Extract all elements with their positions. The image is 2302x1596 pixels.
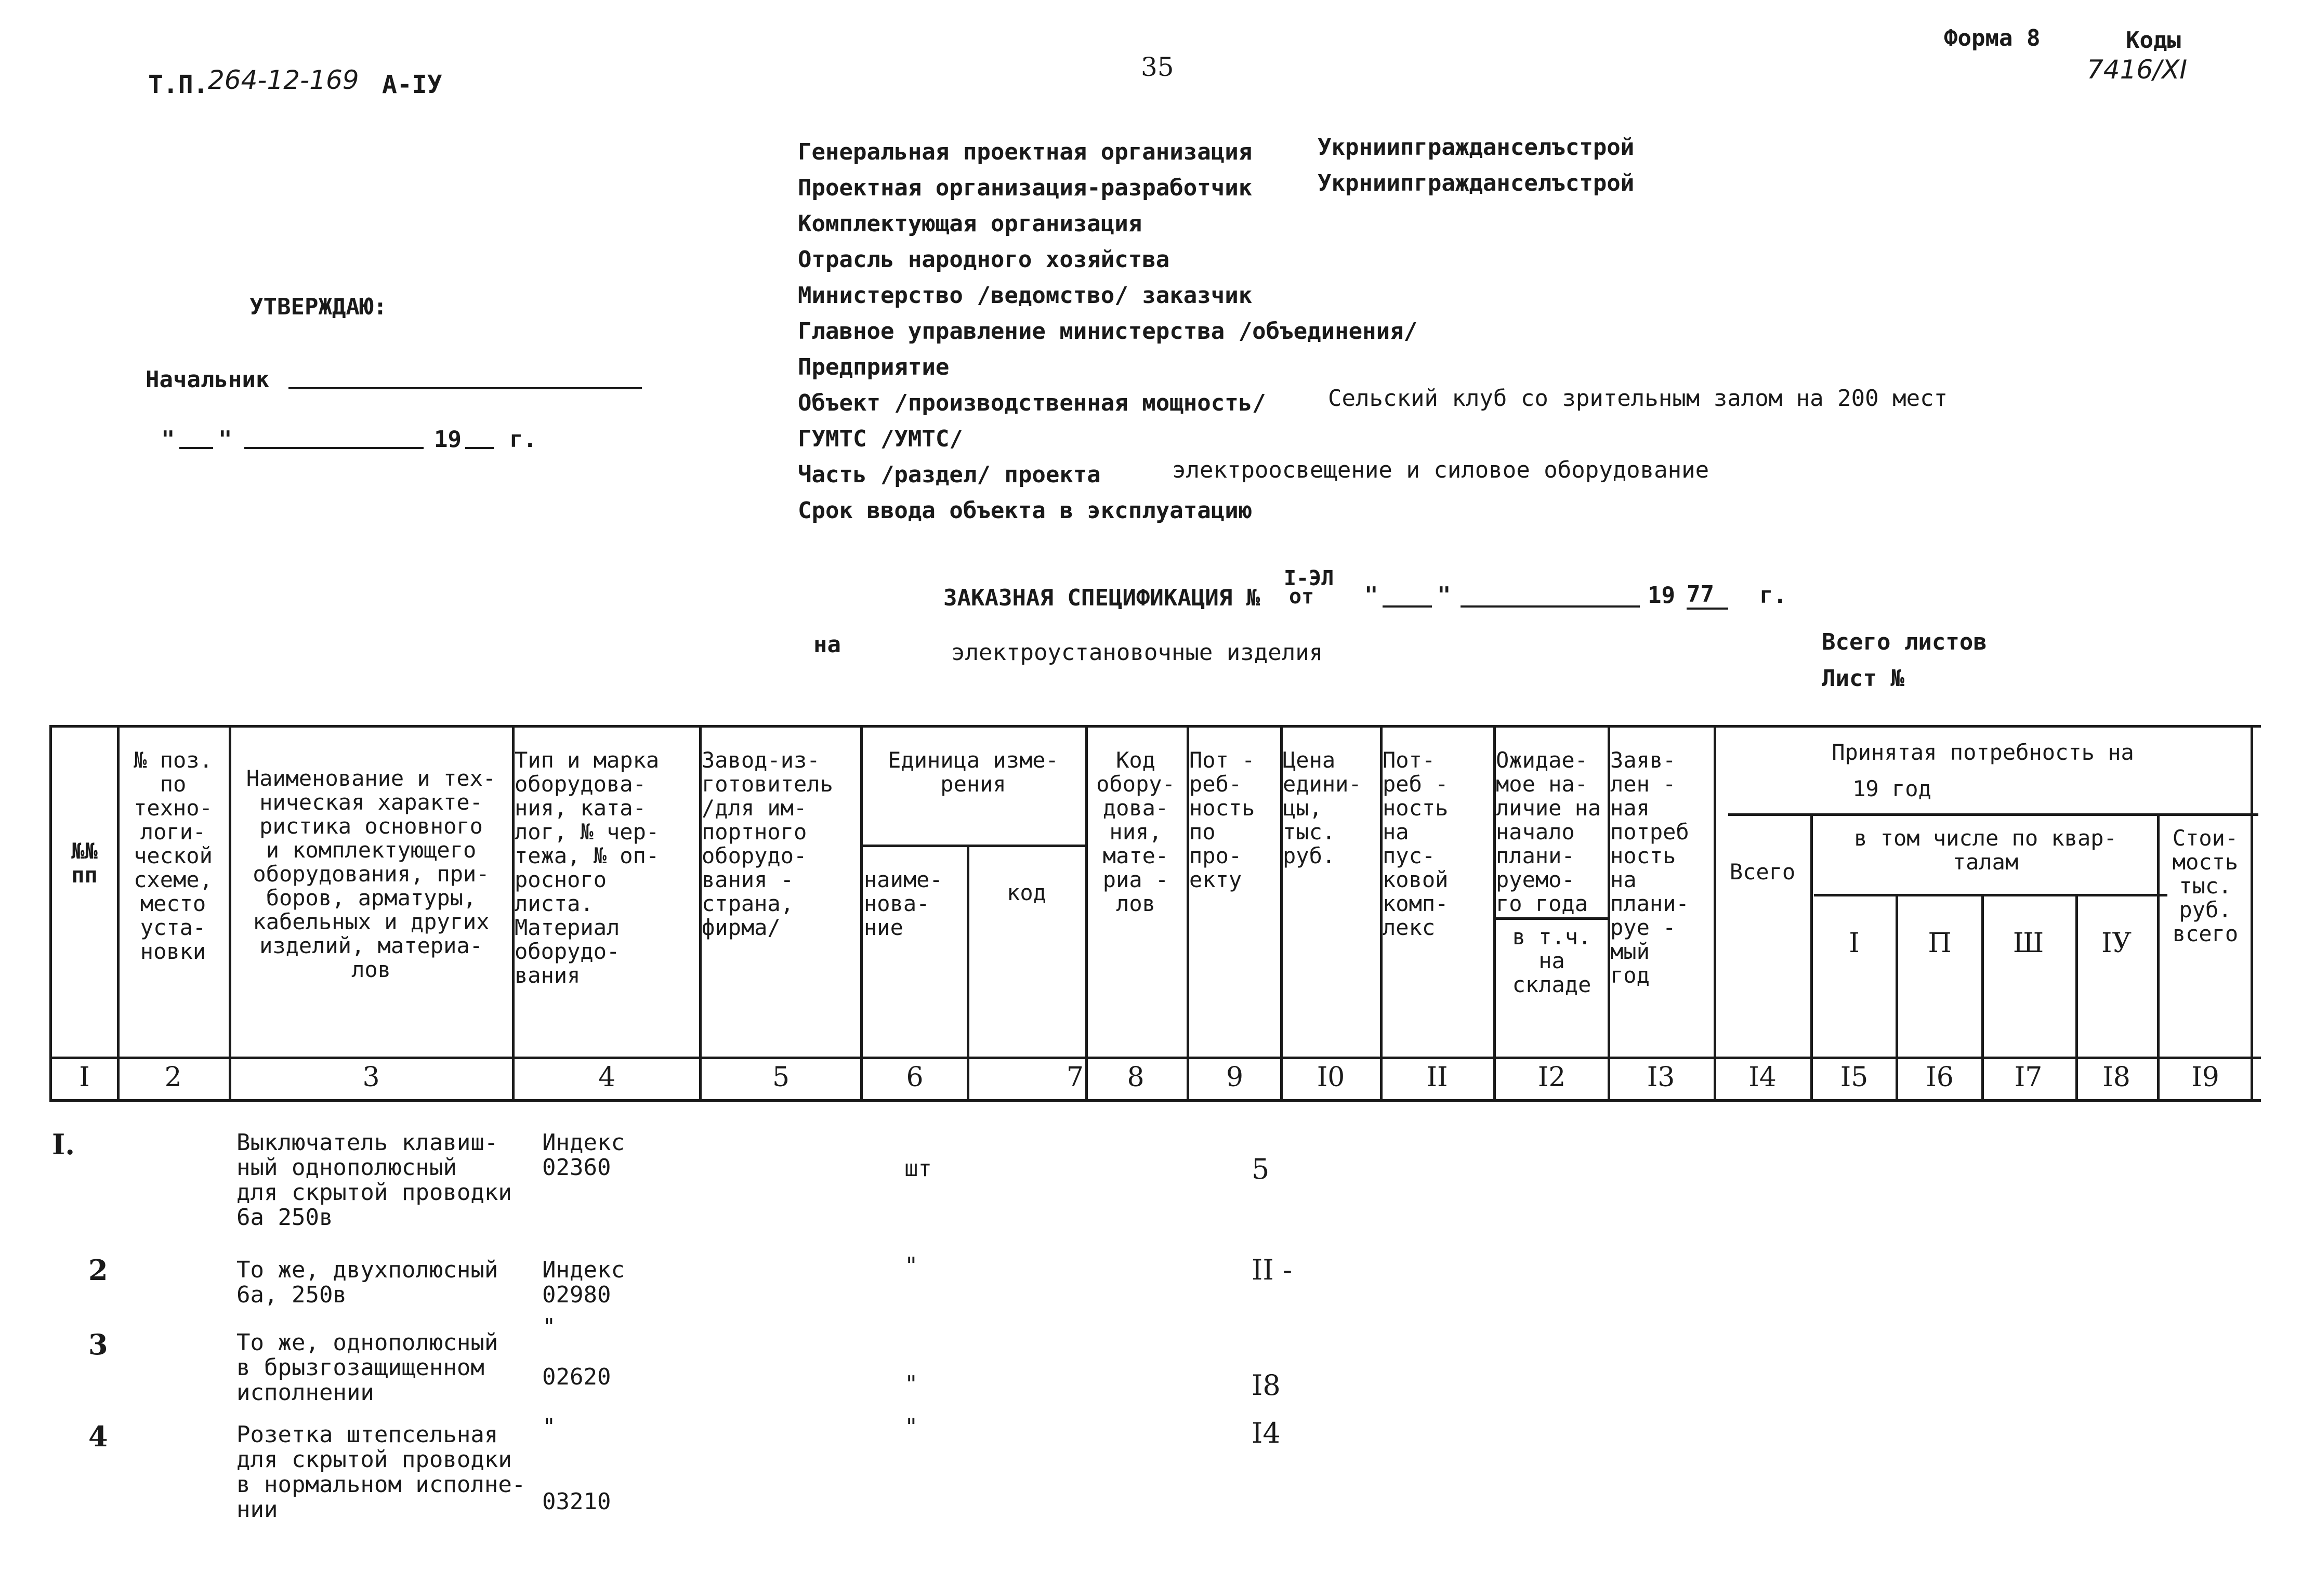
row-type: " 03210 — [542, 1414, 611, 1515]
header-row-number: №№ пп — [71, 838, 98, 888]
org-object-value: Сельский клуб со зрительным залом на 200 мест — [1328, 385, 1948, 412]
spec-title: ЗАКАЗНАЯ СПЕЦИФИКАЦИЯ № — [943, 585, 1260, 611]
date-quote-open: " — [161, 426, 175, 453]
header-manufacturer: Завод-из- готовитель /для им- портного оборудо- вания - страна, фирма/ — [702, 747, 833, 940]
tp-prefix: Т.П. — [148, 70, 208, 99]
col-number: II — [1426, 1062, 1448, 1093]
header-expected-stock: Ожидае- мое на- личие на начало плани- руемо- го года — [1496, 747, 1601, 916]
org-label: Проектная организация-разработчик — [798, 175, 1253, 201]
quarters-subheader-line — [1814, 894, 2167, 896]
org-part-value: электроосвещение и силовое оборудование — [1172, 457, 1709, 483]
spec-subject: электроустановочные изделия — [951, 639, 1323, 666]
header-q1: I — [1849, 928, 1860, 959]
row-number: 2 — [88, 1254, 108, 1287]
org-label: Часть /раздел/ проекта — [798, 461, 1101, 488]
row-number: 4 — [88, 1420, 108, 1453]
tp-number-handwritten: 264-12-169 — [208, 65, 359, 95]
spec-ot: от — [1289, 585, 1314, 609]
org-label: Предприятие — [798, 354, 950, 380]
kody-label: Коды — [2126, 27, 2181, 54]
header-unit: Единица изме- рения — [888, 747, 1059, 797]
header-unit-price: Цена едини- цы, тыс. руб. — [1283, 747, 1362, 868]
unit-subheader-line — [862, 845, 1085, 847]
row-quantity: I4 — [1252, 1417, 1281, 1449]
row-unit: " — [904, 1371, 918, 1397]
sheet-number: Лист № — [1822, 665, 1904, 692]
col-line — [1810, 813, 1813, 1102]
col-number: 3 — [362, 1062, 380, 1093]
row-type: Индекс 02980 — [542, 1257, 625, 1308]
spec-number: I-ЭЛ — [1284, 566, 1334, 590]
total-sheets: Всего листов — [1822, 629, 1987, 655]
row-quantity: II - — [1252, 1254, 1293, 1286]
org-label: Срок ввода объекта в эксплуатацию — [798, 497, 1253, 524]
col-number: I8 — [2102, 1062, 2130, 1093]
org-label: ГУМТС /УМТС/ — [798, 426, 963, 452]
col-line — [49, 725, 52, 1102]
col-number: I5 — [1840, 1062, 1869, 1093]
spec-day-line — [1383, 605, 1432, 608]
header-q4: IУ — [2101, 928, 2132, 959]
numbers-bottom-line — [49, 1099, 2261, 1102]
header-type: Тип и марка оборудова- ния, ката- лог, № чер- тежа, № оп- росного листа. Материал оборудо- вания — [515, 747, 660, 988]
header-accepted-year: 19 год — [1852, 776, 1931, 801]
col-number: I9 — [2191, 1062, 2219, 1093]
header-name: Наименование и тех- ническая характе- ристика основного и комплектующего оборудования, при- боров, арматуры, кабельных и других изделий, материа- лов — [246, 766, 496, 982]
spec-quote-close: " — [1437, 582, 1451, 609]
header-project-demand: Пот - реб- ность по про- екту — [1189, 747, 1255, 892]
row-number: I. — [52, 1128, 75, 1161]
spec-g: г. — [1759, 582, 1787, 609]
expected-subheader-line — [1495, 917, 1609, 920]
date-year-line — [465, 447, 494, 449]
org-label: Министерство /ведомство/ заказчик — [798, 282, 1253, 309]
spec-month-line — [1461, 605, 1640, 608]
col-number: 6 — [906, 1062, 924, 1093]
row-name: То же, двухполюсный 6а, 250в — [236, 1257, 498, 1308]
col-number: 7 — [1066, 1062, 1084, 1093]
col-number: 5 — [772, 1062, 790, 1093]
forma-label: Форма 8 — [1944, 25, 2041, 51]
col-number: I3 — [1647, 1062, 1675, 1093]
header-declared-demand: Заяв- лен - ная потреб ность на плани- руе - мый год — [1610, 747, 1689, 988]
row-unit: " — [904, 1414, 918, 1440]
row-type: Индекс 02360 — [542, 1129, 625, 1181]
org-label: Генеральная проектная организация — [798, 139, 1253, 165]
date-day-line — [179, 447, 213, 449]
col-number: I6 — [1926, 1062, 1954, 1093]
header-bottom-line — [49, 1057, 2261, 1059]
table-top-line — [49, 725, 2261, 728]
row-unit: " — [904, 1252, 918, 1279]
date-month-line — [244, 447, 424, 449]
header-quarters: в том числе по квар- талам — [1854, 825, 2117, 875]
header-position: № поз. по техно- логи- ческой схеме, место уста- новки — [134, 747, 213, 964]
col-number: 4 — [598, 1062, 616, 1093]
header-launch-demand: Пот- реб - ность на пус- ковой комп- лекс — [1383, 747, 1449, 940]
date-g: г. — [509, 426, 537, 453]
chief-label: Начальник — [146, 366, 270, 393]
header-unit-name: наиме- нова- ние — [864, 867, 943, 940]
org-general-value: Укрниипгражданселъстрой — [1318, 134, 1635, 161]
org-label: Главное управление министерства /объединения/ — [798, 318, 1418, 345]
row-quantity: 5 — [1252, 1153, 1270, 1185]
spec-year-prefix: 19 — [1648, 582, 1675, 609]
col-number: 8 — [1127, 1062, 1145, 1093]
spec-na: на — [813, 631, 841, 658]
page-number: 35 — [1141, 52, 1174, 82]
row-type: " 02620 — [542, 1314, 611, 1390]
tp-suffix: А-IУ — [382, 70, 442, 99]
header-q2: П — [1928, 928, 1952, 959]
row-quantity: I8 — [1252, 1369, 1281, 1402]
spec-year: 77 — [1687, 581, 1728, 610]
row-number: 3 — [88, 1328, 108, 1361]
row-name: Розетка штепсельная для скрытой проводки в нормальном исполне- нии — [236, 1421, 526, 1523]
accepted-subheader-line — [1728, 813, 2258, 816]
chief-signature-line — [288, 387, 642, 389]
col-number: I7 — [2014, 1062, 2043, 1093]
kody-value: 7416/XI — [2087, 55, 2188, 85]
row-name: То же, однополюсный в брызгозащищенном исполнении — [236, 1329, 498, 1406]
col-number: I — [79, 1062, 90, 1093]
org-label: Комплектующая организация — [798, 210, 1142, 237]
org-label: Объект /производственная мощность/ — [798, 390, 1266, 416]
col-number: I2 — [1537, 1062, 1566, 1093]
approval-title: УТВЕРЖДАЮ: — [249, 294, 387, 320]
org-label: Отрасль народного хозяйства — [798, 246, 1170, 273]
col-number: I0 — [1317, 1062, 1345, 1093]
header-accepted-demand: Принятая потребность на — [1832, 740, 2134, 765]
date-quote-close: " — [218, 426, 232, 453]
header-unit-code: код — [1007, 880, 1046, 905]
date-year-prefix: 19 — [434, 426, 462, 453]
row-name: Выключатель клавиш- ный однополюсный для скрытой проводки 6а 250в — [236, 1129, 512, 1231]
col-number: 9 — [1226, 1062, 1244, 1093]
col-number: 2 — [164, 1062, 182, 1093]
spec-quote-open: " — [1364, 582, 1378, 609]
header-equipment-code: Код обору- дова- ния, мате- риа - лов — [1096, 747, 1175, 916]
col-number: I4 — [1748, 1062, 1777, 1093]
row-unit: шт — [904, 1155, 932, 1182]
header-total: Всего — [1729, 859, 1796, 885]
header-q3: Ш — [2012, 928, 2044, 959]
header-in-warehouse: в т.ч. на складе — [1512, 924, 1591, 997]
org-developer-value: Укрниипгражданселъстрой — [1318, 170, 1635, 196]
header-cost: Стои- мость тыс. руб. всего — [2172, 825, 2239, 946]
